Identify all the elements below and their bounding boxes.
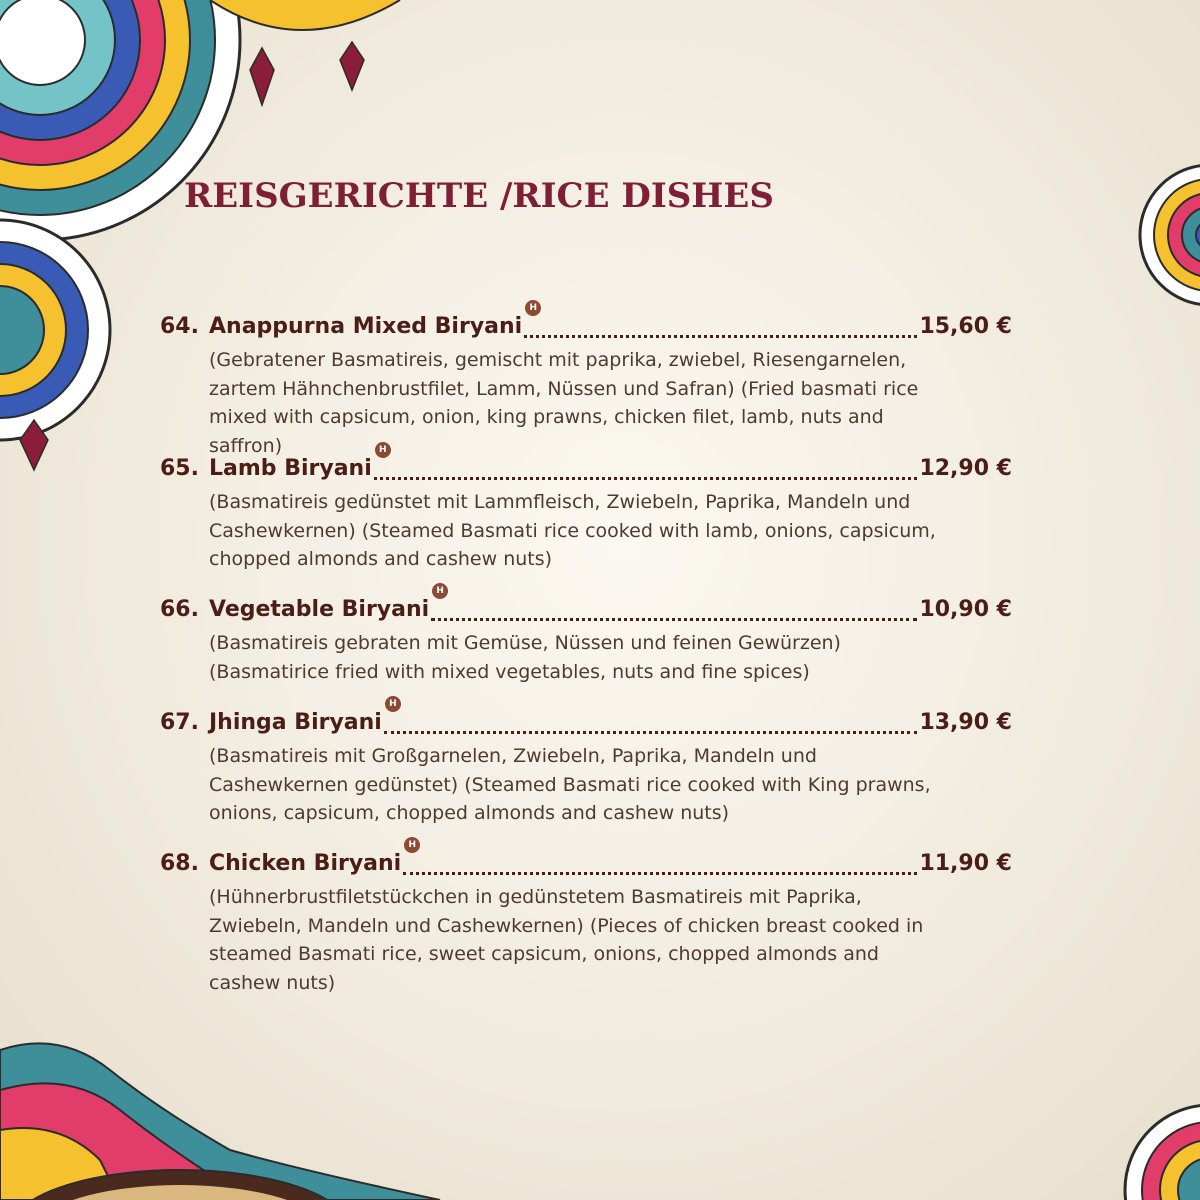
menu-item [160,586,1012,686]
item-description: (Basmatireis gedünstet mit Lammfleisch, Zwiebeln, Paprika, Mandeln und Cashewkernen) (Steamed Basmati rice cooked with lamb, onions, capsicum, chopped almonds and cashew nuts) [209,491,936,570]
item-number: 68. [160,851,199,876]
dot-leader [524,335,917,338]
menu-item [160,699,1012,828]
item-name: Chicken Biryani H [209,851,401,876]
menu-item [160,303,1012,460]
item-description: (Hühnerbrustfiletstückchen in gedünstetem Basmatireis mit Paprika, Zwiebeln, Mandeln und Cashewkernen) (Pieces of chicken breast cooked in steamed Basmati rice, sweet capsicum, onions, chopped almonds and cashew nuts) [209,886,924,994]
item-name: Jhinga Biryani H [209,710,382,735]
item-description: (Gebratener Basmatireis, gemischt mit paprika, zwiebel, Riesengarnelen, zartem Hähnchenbrustfilet, Lamm, Nüssen und Safran) (Fried basmati rice mixed with capsicum, onion, king prawns, chicken filet, lamb, nuts and saffron) [209,349,919,457]
item-price: 11,90 € [919,851,1012,876]
item-number: 64. [160,314,199,339]
item-price: 10,90 € [919,597,1012,622]
halal-badge-icon: H [525,300,541,316]
item-name: Lamb Biryani H [209,456,372,481]
menu-item [160,445,1012,574]
menu-item [160,840,1012,997]
halal-badge-icon: H [385,696,401,712]
page-title: REISGERICHTE /RICE DISHES [184,176,774,216]
item-name: Vegetable Biryani H [209,597,429,622]
mandala-ornament-bottom-right [1120,1070,1200,1200]
dot-leader [403,872,917,875]
item-price: 15,60 € [919,314,1012,339]
mandala-ornament-top-right [1120,160,1200,310]
dot-leader [431,618,917,621]
item-description: (Basmatireis mit Großgarnelen, Zwiebeln, Paprika, Mandeln und Cashewkernen gedünstet) (Steamed Basmati rice cooked with King prawns, onions, capsicum, chopped almonds and cashew nuts) [209,745,931,824]
item-price: 12,90 € [919,456,1012,481]
item-price: 13,90 € [919,710,1012,735]
item-number: 67. [160,710,199,735]
halal-badge-icon: H [432,583,448,599]
item-description: (Basmatireis gebraten mit Gemüse, Nüssen und feinen Gewürzen) (Basmatirice fried with mixed vegetables, nuts and fine spices) [209,632,841,683]
item-name: Anappurna Mixed Biryani H [209,314,522,339]
item-number: 66. [160,597,199,622]
item-number: 65. [160,456,199,481]
dot-leader [384,731,918,734]
halal-badge-icon: H [404,837,420,853]
dot-leader [374,477,918,480]
mandala-ornament-bottom-left [0,1030,460,1200]
halal-badge-icon: H [375,442,391,458]
